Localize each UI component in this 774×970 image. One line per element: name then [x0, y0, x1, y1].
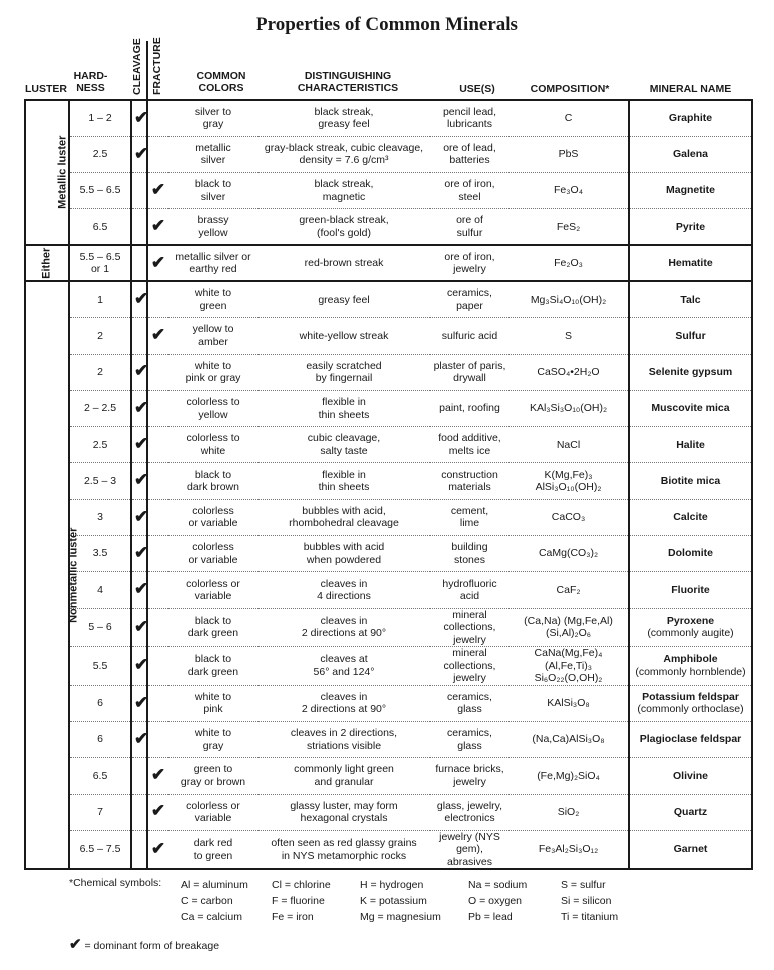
mineral-name: Amphibole	[663, 653, 718, 666]
colors-cell: green to gray or brown	[168, 758, 258, 794]
fracture-cell	[147, 572, 168, 608]
header-uses: USE(S)	[459, 83, 495, 95]
legend-entry: F = fluorine	[272, 895, 325, 907]
characteristics-cell: cleaves in 2 directions at 90°	[258, 685, 430, 721]
characteristics-cell: cleaves at 56° and 124°	[258, 647, 430, 686]
mineral-name-cell	[629, 136, 752, 172]
mineral-name: Selenite gypsum	[648, 365, 733, 378]
hardness-cell: 6	[69, 721, 131, 757]
cleavage-cell	[131, 608, 147, 647]
mineral-name-cell	[629, 499, 752, 535]
mineral-name-cell	[629, 572, 752, 608]
minerals-table-body	[25, 100, 752, 869]
cleavage-cell	[131, 136, 147, 172]
mineral-name-cell	[629, 173, 752, 209]
composition-cell: Fe₃O₄	[509, 173, 629, 209]
fracture-cell	[147, 318, 168, 354]
legend-entry: Al = aluminum	[181, 879, 248, 891]
colors-cell: white to gray	[168, 721, 258, 757]
characteristics-cell: bubbles with acid when powdered	[258, 536, 430, 572]
composition-cell: Mg₃Si₄O₁₀(OH)₂	[509, 281, 629, 317]
table-row	[25, 830, 752, 869]
mineral-name-cell	[629, 685, 752, 721]
check-icon: ✔	[134, 361, 149, 381]
fracture-cell	[147, 647, 168, 686]
cleavage-cell	[131, 647, 147, 686]
mineral-name-cell	[629, 100, 752, 136]
characteristics-cell: cleaves in 2 directions, striations visible	[258, 721, 430, 757]
cleavage-cell	[131, 758, 147, 794]
check-icon: ✔	[134, 579, 149, 599]
uses-cell: ceramics, paper	[430, 281, 509, 317]
legend-column	[468, 877, 527, 925]
cleavage-cell	[131, 354, 147, 390]
legend-entry: Fe = iron	[272, 911, 314, 923]
composition-cell: CaCO₃	[509, 499, 629, 535]
uses-cell: pencil lead, lubricants	[430, 100, 509, 136]
mineral-name: Plagioclase feldspar	[639, 733, 742, 746]
mineral-name-cell	[629, 721, 752, 757]
hardness-cell: 6	[69, 685, 131, 721]
hardness-cell: 3.5	[69, 536, 131, 572]
uses-cell: ceramics, glass	[430, 721, 509, 757]
uses-cell: furnace bricks, jewelry	[430, 758, 509, 794]
cleavage-cell	[131, 100, 147, 136]
composition-cell: CaMg(CO₃)₂	[509, 536, 629, 572]
characteristics-cell: flexible in thin sheets	[258, 390, 430, 426]
luster-group-label	[25, 281, 80, 869]
cleavage-cell	[131, 209, 147, 245]
hardness-cell: 4	[69, 572, 131, 608]
characteristics-cell: easily scratched by fingernail	[258, 354, 430, 390]
composition-cell: PbS	[509, 136, 629, 172]
composition-cell: (Fe,Mg)₂SiO₄	[509, 758, 629, 794]
mineral-name-cell	[629, 608, 752, 647]
cleavage-cell	[131, 390, 147, 426]
table-row	[25, 281, 752, 317]
luster-label-text: Metallic luster	[56, 135, 69, 210]
colors-cell: colorless or variable	[168, 794, 258, 830]
legend-entry: Ti = titanium	[561, 911, 619, 923]
composition-cell: KAl₃Si₃O₁₀(OH)₂	[509, 390, 629, 426]
mineral-name: Olivine	[672, 769, 708, 782]
mineral-name-cell	[629, 647, 752, 686]
check-icon: ✔	[134, 655, 149, 675]
legend-entry: C = carbon	[181, 895, 233, 907]
check-icon: ✔	[134, 397, 149, 417]
composition-cell: Fe₂O₃	[509, 245, 629, 281]
legend-entry: Na = sodium	[468, 879, 528, 891]
check-icon: ✔	[134, 728, 149, 748]
composition-cell: (Ca,Na) (Mg,Fe,Al) (Si,Al)₂O₆	[509, 608, 629, 647]
characteristics-cell: flexible in thin sheets	[258, 463, 430, 499]
fracture-cell	[147, 281, 168, 317]
composition-cell: CaNa(Mg,Fe)₄ (Al,Fe,Ti)₃ Si₆O₂₂(O,OH)₂	[509, 647, 629, 686]
hardness-cell: 2	[69, 354, 131, 390]
hardness-cell: 1	[69, 281, 131, 317]
characteristics-cell: white-yellow streak	[258, 318, 430, 354]
composition-cell: CaF₂	[509, 572, 629, 608]
header-luster: LUSTER	[25, 83, 67, 95]
colors-cell: colorless to yellow	[168, 390, 258, 426]
check-icon: ✔	[150, 765, 166, 785]
mineral-name-cell	[629, 281, 752, 317]
uses-cell: plaster of paris, drywall	[430, 354, 509, 390]
mineral-name-note: (commonly augite)	[647, 627, 734, 640]
colors-cell: white to pink	[168, 685, 258, 721]
hardness-cell: 6.5	[69, 758, 131, 794]
uses-cell: glass, jewelry, electronics	[430, 794, 509, 830]
header-composition: COMPOSITION*	[530, 83, 610, 95]
check-icon: ✔	[134, 616, 149, 636]
fracture-cell	[147, 830, 168, 869]
fracture-cell	[147, 608, 168, 647]
mineral-name-cell	[629, 245, 752, 281]
table-row	[25, 100, 752, 136]
mineral-name-cell	[629, 830, 752, 869]
cleavage-cell	[131, 499, 147, 535]
colors-cell: white to green	[168, 281, 258, 317]
cleavage-cell	[131, 245, 147, 281]
composition-cell: (Na,Ca)AlSi₃O₈	[509, 721, 629, 757]
breakage-footnote	[69, 938, 219, 952]
table-row	[25, 758, 752, 794]
table-row	[25, 572, 752, 608]
hardness-cell: 2.5	[69, 427, 131, 463]
mineral-name: Pyroxene	[666, 614, 715, 627]
fracture-cell	[147, 721, 168, 757]
uses-cell: food additive, melts ice	[430, 427, 509, 463]
mineral-name: Dolomite	[668, 547, 713, 560]
uses-cell: ceramics, glass	[430, 685, 509, 721]
header-colors: COMMON COLORS	[196, 70, 246, 94]
hardness-cell: 5.5 – 6.5 or 1	[69, 245, 131, 281]
check-icon: ✔	[150, 252, 166, 272]
colors-cell: colorless or variable	[168, 499, 258, 535]
mineral-name: Magnetite	[665, 184, 715, 197]
colors-cell: black to dark green	[168, 647, 258, 686]
mineral-name-note: (commonly hornblende)	[635, 665, 746, 678]
composition-cell: K(Mg,Fe)₃ AlSi₃O₁₀(OH)₂	[509, 463, 629, 499]
table-row	[25, 463, 752, 499]
mineral-name: Muscovite mica	[651, 402, 730, 415]
check-icon: ✔	[150, 838, 166, 858]
table-row	[25, 390, 752, 426]
check-icon: ✔	[150, 216, 166, 236]
hardness-cell: 5 – 6	[69, 608, 131, 647]
cleavage-cell	[131, 794, 147, 830]
colors-cell: silver to gray	[168, 100, 258, 136]
colors-cell: colorless or variable	[168, 572, 258, 608]
mineral-name-cell	[629, 390, 752, 426]
legend-column	[360, 877, 441, 925]
uses-cell: jewelry (NYS gem), abrasives	[430, 830, 509, 869]
check-icon: ✔	[134, 434, 149, 454]
mineral-name-cell	[629, 318, 752, 354]
composition-cell: Fe₃Al₂Si₃O₁₂	[509, 830, 629, 869]
mineral-name-cell	[629, 463, 752, 499]
composition-cell: C	[509, 100, 629, 136]
table-row	[25, 647, 752, 686]
legend-entry: Mg = magnesium	[360, 911, 441, 923]
cleavage-cell	[131, 830, 147, 869]
check-icon: ✔	[134, 107, 149, 127]
luster-label-text: Either	[40, 247, 53, 279]
minerals-table	[24, 99, 753, 870]
cleavage-cell	[131, 536, 147, 572]
table-row	[25, 794, 752, 830]
legend-entry: Cl = chlorine	[272, 879, 331, 891]
header-characteristics: DISTINGUISHING CHARACTERISTICS	[297, 70, 399, 94]
uses-cell: cement, lime	[430, 499, 509, 535]
mineral-name-cell	[629, 354, 752, 390]
colors-cell: colorless to white	[168, 427, 258, 463]
characteristics-cell: gray-black streak, cubic cleavage, density = 7.6 g/cm³	[258, 136, 430, 172]
mineral-name: Pyrite	[675, 220, 706, 233]
fracture-cell	[147, 463, 168, 499]
fracture-cell	[147, 136, 168, 172]
check-icon: ✔	[69, 936, 82, 953]
table-row	[25, 136, 752, 172]
legend-column	[561, 877, 618, 925]
characteristics-cell: bubbles with acid, rhombohedral cleavage	[258, 499, 430, 535]
legend-entry: Ca = calcium	[181, 911, 242, 923]
characteristics-cell: cleaves in 4 directions	[258, 572, 430, 608]
table-row	[25, 318, 752, 354]
table-row	[25, 499, 752, 535]
fracture-cell	[147, 536, 168, 572]
legend-label: *Chemical symbols:	[69, 877, 162, 889]
legend-entry: K = potassium	[360, 895, 427, 907]
fracture-cell	[147, 173, 168, 209]
cleavage-cell	[131, 281, 147, 317]
mineral-name: Talc	[680, 293, 701, 306]
cleavage-cell	[131, 572, 147, 608]
mineral-name: Biotite mica	[660, 474, 721, 487]
uses-cell: ore of iron, jewelry	[430, 245, 509, 281]
header-cleavage: CLEAVAGE	[131, 38, 143, 95]
colors-cell: colorless or variable	[168, 536, 258, 572]
colors-cell: dark red to green	[168, 830, 258, 869]
uses-cell: ore of sulfur	[430, 209, 509, 245]
check-icon: ✔	[134, 470, 149, 490]
colors-cell: metallic silver	[168, 136, 258, 172]
legend-entry: Pb = lead	[468, 911, 513, 923]
characteristics-cell: often seen as red glassy grains in NYS metamorphic rocks	[258, 830, 430, 869]
table-row	[25, 536, 752, 572]
composition-cell: S	[509, 318, 629, 354]
cleavage-cell	[131, 685, 147, 721]
hardness-cell: 2 – 2.5	[69, 390, 131, 426]
characteristics-cell: commonly light green and granular	[258, 758, 430, 794]
table-row	[25, 354, 752, 390]
hardness-cell: 1 – 2	[69, 100, 131, 136]
colors-cell: white to pink or gray	[168, 354, 258, 390]
colors-cell: brassy yellow	[168, 209, 258, 245]
composition-cell: CaSO₄•2H₂O	[509, 354, 629, 390]
uses-cell: building stones	[430, 536, 509, 572]
mineral-name-cell	[629, 536, 752, 572]
hardness-cell: 2.5	[69, 136, 131, 172]
mineral-name: Potassium feldspar	[642, 690, 739, 703]
mineral-name-cell	[629, 427, 752, 463]
fracture-cell	[147, 245, 168, 281]
table-row	[25, 209, 752, 245]
uses-cell: sulfuric acid	[430, 318, 509, 354]
luster-group-label	[25, 100, 69, 245]
check-icon: ✔	[150, 179, 166, 199]
colors-cell: black to dark brown	[168, 463, 258, 499]
footnote-text: = dominant form of breakage	[84, 940, 220, 952]
fracture-cell	[147, 758, 168, 794]
characteristics-cell: red-brown streak	[258, 245, 430, 281]
characteristics-cell: glassy luster, may form hexagonal crystals	[258, 794, 430, 830]
header-hardness: HARD- NESS	[73, 70, 108, 94]
mineral-name: Fluorite	[671, 583, 710, 596]
hardness-cell: 6.5 – 7.5	[69, 830, 131, 869]
mineral-name: Graphite	[668, 112, 713, 125]
hardness-cell: 2	[69, 318, 131, 354]
mineral-name: Garnet	[673, 843, 708, 856]
mineral-name: Halite	[676, 438, 705, 451]
uses-cell: paint, roofing	[430, 390, 509, 426]
table-row	[25, 685, 752, 721]
uses-cell: ore of lead, batteries	[430, 136, 509, 172]
characteristics-cell: black streak, magnetic	[258, 173, 430, 209]
table-row	[25, 721, 752, 757]
check-icon: ✔	[134, 143, 149, 163]
cleavage-cell	[131, 427, 147, 463]
characteristics-cell: green-black streak, (fool's gold)	[258, 209, 430, 245]
mineral-name-cell	[629, 209, 752, 245]
uses-cell: construction materials	[430, 463, 509, 499]
characteristics-cell: greasy feel	[258, 281, 430, 317]
cleavage-cell	[131, 463, 147, 499]
colors-cell: yellow to amber	[168, 318, 258, 354]
cleavage-cell	[131, 721, 147, 757]
hardness-cell: 5.5 – 6.5	[69, 173, 131, 209]
uses-cell: mineral collections, jewelry	[430, 647, 509, 686]
composition-cell: FeS₂	[509, 209, 629, 245]
table-row	[25, 608, 752, 647]
table-row	[25, 173, 752, 209]
mineral-name: Hematite	[668, 257, 713, 270]
check-icon: ✔	[134, 542, 149, 562]
composition-cell: SiO₂	[509, 794, 629, 830]
hardness-cell: 5.5	[69, 647, 131, 686]
mineral-name: Calcite	[673, 511, 708, 524]
hardness-cell: 6.5	[69, 209, 131, 245]
table-row	[25, 427, 752, 463]
fracture-cell	[147, 499, 168, 535]
table-row	[25, 245, 752, 281]
header-fracture: FRACTURE	[151, 37, 163, 95]
mineral-name: Quartz	[673, 805, 708, 818]
luster-label-text: Nonmetallic luster	[67, 527, 80, 624]
page-title: Properties of Common Minerals	[256, 14, 518, 35]
legend-entry: H = hydrogen	[360, 879, 424, 891]
fracture-cell	[147, 685, 168, 721]
luster-group-label	[25, 245, 69, 281]
legend-entry: O = oxygen	[468, 895, 522, 907]
fracture-cell	[147, 354, 168, 390]
colors-cell: metallic silver or earthy red	[168, 245, 258, 281]
check-icon: ✔	[134, 692, 149, 712]
fracture-cell	[147, 794, 168, 830]
check-icon: ✔	[134, 289, 149, 309]
cleavage-cell	[131, 173, 147, 209]
check-icon: ✔	[150, 801, 166, 821]
uses-cell: mineral collections, jewelry	[430, 608, 509, 647]
check-icon: ✔	[134, 506, 149, 526]
legend-entry: Si = silicon	[561, 895, 612, 907]
hardness-cell: 3	[69, 499, 131, 535]
fracture-cell	[147, 427, 168, 463]
legend-entry: S = sulfur	[561, 879, 606, 891]
cleavage-cell	[131, 318, 147, 354]
mineral-name-note: (commonly orthoclase)	[637, 703, 744, 716]
check-icon: ✔	[150, 325, 166, 345]
legend-column	[272, 877, 331, 925]
uses-cell: hydrofluoric acid	[430, 572, 509, 608]
header-divider-cleavage	[146, 41, 148, 99]
header-mineral-name: MINERAL NAME	[649, 83, 732, 95]
hardness-cell: 7	[69, 794, 131, 830]
composition-cell: KAlSi₃O₈	[509, 685, 629, 721]
mineral-name-cell	[629, 794, 752, 830]
characteristics-cell: cleaves in 2 directions at 90°	[258, 608, 430, 647]
fracture-cell	[147, 209, 168, 245]
mineral-name: Sulfur	[675, 329, 706, 342]
colors-cell: black to dark green	[168, 608, 258, 647]
colors-cell: black to silver	[168, 173, 258, 209]
hardness-cell: 2.5 – 3	[69, 463, 131, 499]
fracture-cell	[147, 390, 168, 426]
characteristics-cell: cubic cleavage, salty taste	[258, 427, 430, 463]
legend-column	[181, 877, 248, 925]
mineral-name-cell	[629, 758, 752, 794]
characteristics-cell: black streak, greasy feel	[258, 100, 430, 136]
uses-cell: ore of iron, steel	[430, 173, 509, 209]
mineral-name: Galena	[672, 148, 709, 161]
fracture-cell	[147, 100, 168, 136]
composition-cell: NaCl	[509, 427, 629, 463]
